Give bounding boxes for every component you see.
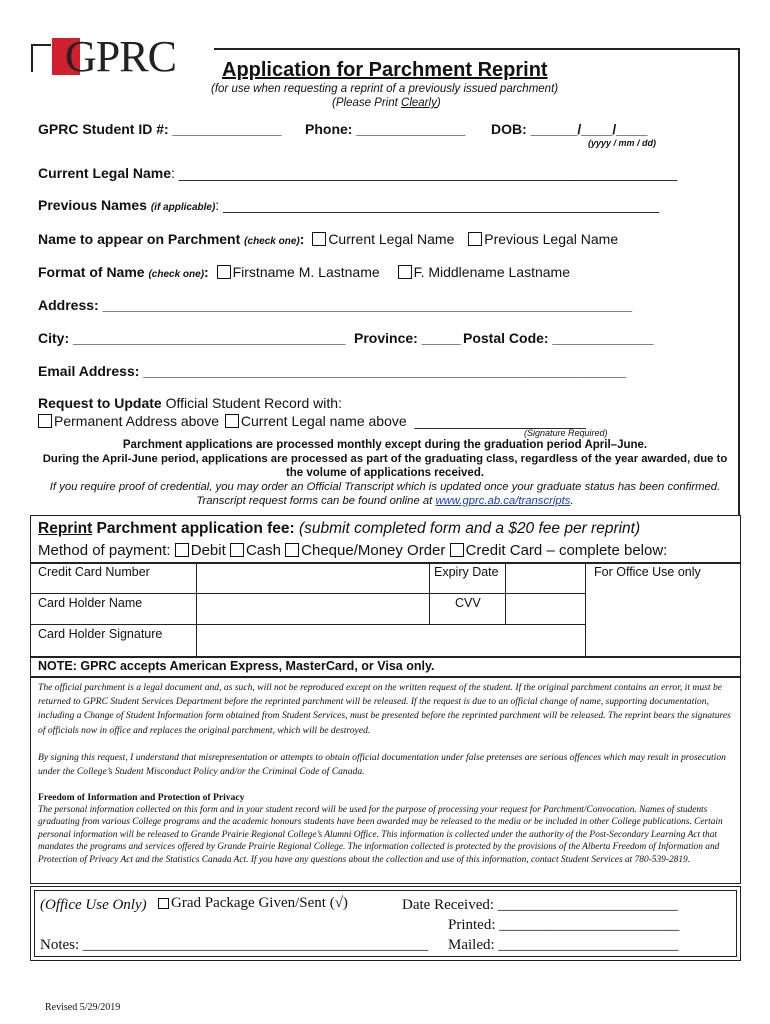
option-permanent-address[interactable]: Permanent Address above (38, 413, 219, 429)
label-card-holder-name: Card Holder Name (38, 596, 143, 610)
fee-line: Reprint Parchment application fee: (submit completed form and a $20 fee per reprint) (38, 520, 641, 537)
label-card-holder-signature: Card Holder Signature (38, 627, 163, 641)
checkbox-middle-last[interactable] (398, 265, 412, 279)
student-id-field[interactable]: GPRC Student ID #: ______________ (38, 121, 282, 137)
bracket-left (31, 44, 33, 72)
checkbox-current-legal-update[interactable] (225, 414, 239, 428)
signature-line[interactable]: ______________________ (414, 413, 586, 429)
label-cvv: CVV (455, 596, 481, 610)
privacy-heading: Freedom of Information and Protection of Privacy (38, 792, 245, 803)
input-card-number[interactable] (198, 563, 428, 592)
current-name-field[interactable]: Current Legal Name: ________________________________________________________________ (38, 165, 678, 181)
previous-names-field[interactable]: Previous Names (if applicable): ________________________________________________________ (38, 197, 660, 213)
option-credit-card[interactable]: Credit Card – complete below: (450, 542, 668, 559)
dob-format-hint: (yyyy / mm / dd) (588, 138, 657, 148)
checkbox-current-legal[interactable] (312, 232, 326, 246)
office-use-label: (Office Use Only) (40, 897, 147, 913)
checkbox-previous-legal[interactable] (468, 232, 482, 246)
payment-method-row: Method of payment: Debit Cash Cheque/Money Order Credit Card – complete below: (38, 542, 668, 559)
checkbox-first-last[interactable] (217, 265, 231, 279)
page-title: Application for Parchment Reprint (222, 59, 548, 81)
checkbox-credit-card[interactable] (450, 543, 464, 557)
postal-code-field[interactable]: Postal Code: _____________ (463, 330, 654, 346)
mailed-field[interactable]: Mailed: ________________________ (448, 937, 679, 953)
bracket-top-left (31, 44, 51, 46)
legal-paragraph-1: The official parchment is a legal document and, as such, will not be reproduced except on the written request of the student. If the original parchment contains an error, it must be returned to GPRC Student Services Department before the reprinted parchment will be released. If the request is due to an official change of name, supporting documentation, including a Change of Student Information form obtained from Student Services, must be presented before the reprinted parchment will be released. The reprint bears the signatures of officials now in office and replaces the original parchment, which will be destroyed. (38, 682, 731, 736)
legal-top-line (30, 676, 741, 678)
checkbox-cheque[interactable] (285, 543, 299, 557)
privacy-paragraph: The personal information collected on this form and in your student record will be used for the purpose of processing your request for Parchment/Convocation. Names of students graduating from various College programs and the academic honours students have been awarded may be released to the media or be included in other College publications. Certain personal information will be released to Grande Prairie Regional College’s Alumni Office. This information is collected under the authority of the Post-Secondary Learning Act that mandates the programs and services offered by Grande Prairie Regional College. The information collected is protected by the provisions of the Alberta Freedom of Information and Protection of Privacy Act and the Statistics Canada Act. If you have any questions about the collection and use of this information, contact Student Services at 780-539-2819. (38, 805, 723, 865)
notes-field[interactable]: Notes: ______________________________________________ (40, 937, 428, 953)
printed-field[interactable]: Printed: ________________________ (448, 917, 680, 933)
legal-paragraph-2: By signing this request, I understand that misrepresentation or attempts to obtain official documentation under false pretenses are serious offences which may result in prosecution under the College’s Student Misconduct Policy and/or the Criminal Code of Canada. (38, 752, 726, 778)
notice-line-4: If you require proof of credential, you may order an Official Transcript which is updated once your graduate status has been confirmed. (49, 481, 721, 493)
phone-field[interactable]: Phone: ______________ (305, 121, 466, 137)
city-field[interactable]: City: ___________________________________ (38, 330, 346, 346)
date-received-field[interactable]: Date Received: ________________________ (402, 897, 678, 913)
input-card-holder-name[interactable] (198, 594, 428, 623)
table-col-line-2 (429, 562, 430, 624)
card-accepted-note: NOTE: GPRC accepts American Express, MasterCard, or Visa only. (38, 659, 435, 673)
option-current-legal-name[interactable]: Current Legal Name (312, 231, 454, 247)
option-firstname-lastname[interactable]: Firstname M. Lastname (217, 264, 380, 280)
table-col-line-1 (196, 562, 197, 656)
option-middlename-lastname[interactable]: F. Middlename Lastname (398, 264, 570, 280)
input-card-holder-signature[interactable] (198, 625, 584, 655)
option-debit[interactable]: Debit (175, 542, 226, 559)
option-cheque[interactable]: Cheque/Money Order (285, 542, 445, 559)
address-field[interactable]: Address: ____________________________________________________________________ (38, 297, 633, 313)
checkbox-permanent-address[interactable] (38, 414, 52, 428)
print-note: (Please Print Clearly) (332, 97, 441, 109)
checkbox-debit[interactable] (175, 543, 189, 557)
input-expiry[interactable] (507, 563, 584, 592)
notice-line-1: Parchment applications are processed monthly except during the graduation period April–June. (122, 439, 648, 451)
format-of-name-row: Format of Name (check one): Firstname M. Lastname F. Middlename Lastname (38, 264, 570, 280)
table-col-line-4 (585, 562, 586, 656)
option-cash[interactable]: Cash (230, 542, 281, 559)
province-field[interactable]: Province: _____ (354, 330, 461, 346)
notice-line-3: the volume of applications received. (285, 467, 485, 479)
subtitle: (for use when requesting a reprint of a previously issued parchment) (211, 83, 559, 95)
option-current-legal-name-update[interactable]: Current Legal name above (225, 413, 407, 429)
label-card-number: Credit Card Number (38, 565, 150, 579)
grad-package-option[interactable]: Grad Package Given/Sent (√) (158, 895, 348, 912)
notice-line-2: During the April-June period, applications are processed as part of the graduating class, regardless of the year awarded, due to (42, 453, 728, 465)
name-on-parchment-row: Name to appear on Parchment (check one): Current Legal Name Previous Legal Name (38, 231, 619, 247)
update-options-row (38, 413, 586, 429)
label-expiry: Expiry Date (434, 565, 499, 579)
checkbox-cash[interactable] (230, 543, 244, 557)
table-bottom-line (30, 656, 741, 658)
input-cvv[interactable] (507, 594, 584, 623)
label-office-use: For Office Use only (594, 565, 701, 579)
logo-text: GPRC (65, 32, 176, 81)
option-previous-legal-name[interactable]: Previous Legal Name (468, 231, 618, 247)
transcripts-link[interactable]: www.gprc.ab.ca/transcripts (435, 495, 571, 507)
checkbox-grad-package[interactable] (158, 898, 169, 909)
revised-date: Revised 5/29/2019 (45, 1002, 121, 1013)
request-update-label: Request to Update Official Student Record with: (38, 395, 342, 411)
signature-required-label: (Signature Required) (524, 428, 608, 438)
email-field[interactable]: Email Address: ______________________________________________________________ (38, 363, 627, 379)
dob-field[interactable]: DOB: ______/____/____ (491, 121, 648, 137)
table-col-line-3 (505, 562, 506, 624)
header-top-line (214, 48, 740, 50)
notice-line-5: Transcript request forms can be found online at www.gprc.ab.ca/transcripts. (196, 495, 574, 507)
